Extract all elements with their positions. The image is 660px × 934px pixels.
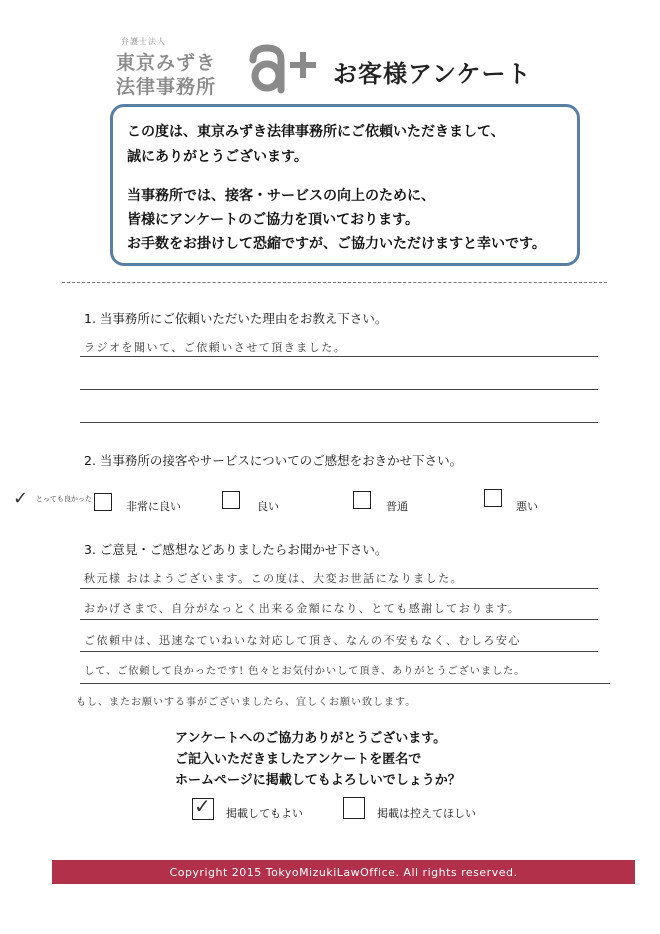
q1-answer: ラジオを聞いて、ご依頼いさせて頂きました。 — [84, 341, 347, 354]
q2-option-very-good-checkbox[interactable] — [94, 493, 112, 511]
q3-answer-line — [80, 683, 610, 684]
q1-answer-line — [80, 356, 598, 357]
org-name-line2: 法律事務所 — [116, 76, 217, 98]
q3-answer-line-1: 秋元様 おはようございます。この度は、大変お世話になりました。 — [84, 572, 464, 585]
closing-line-3: ホームページに掲載してもよろしいでしょうか？ — [175, 773, 461, 788]
q2-option-bad-checkbox[interactable] — [484, 489, 502, 507]
q2-option-bad-label: 悪い — [516, 500, 538, 513]
handwritten-check-icon: ✓ — [13, 488, 29, 509]
section-divider — [62, 282, 607, 283]
intro-line-2: 誠にありがとうございます。 — [127, 149, 308, 165]
publish-ng-label: 掲載は控えてほしい — [377, 807, 476, 820]
q3-answer-line-4: して、ご依頼して良かったです! 色々とお気付かいして頂き、ありがとうございました。 — [84, 665, 526, 677]
q2-option-normal-label: 普通 — [386, 500, 408, 513]
q3-label: 3. ご意見・ご感想などありましたらお聞かせ下さい。 — [84, 542, 388, 557]
q3-answer-line-2: おかげさまで、自分がなっとく出来る金額になり、とても感謝しております。 — [84, 602, 521, 615]
org-type-label: 弁護士法人 — [121, 37, 166, 46]
survey-title: お客様アンケート — [333, 60, 532, 88]
q2-option-very-good-label: 非常に良い — [126, 500, 181, 513]
closing-line-2: ご記入いただきましたアンケートを匿名で — [175, 752, 422, 767]
q1-answer-line — [80, 422, 598, 423]
intro-line-4: 皆様にアンケートのご協力を頂いております。 — [127, 212, 420, 228]
intro-line-5: お手数をお掛けして恐縮ですが、ご協力いただけますと幸いです。 — [127, 236, 546, 252]
q3-answer-line-3: ご依頼中は、迅速なていねいな対応して頂き、なんの不安もなく、むしろ安心 — [84, 634, 521, 647]
q2-label: 2. 当事務所の接客やサービスについてのご感想をおきかせ下さい。 — [84, 453, 463, 468]
intro-line-1: この度は、東京みずき法律事務所にご依頼いただきまして、 — [127, 124, 505, 140]
q1-label: 1. 当事務所にご依頼いただいた理由をお教え下さい。 — [84, 311, 388, 326]
publish-ok-label: 掲載してもよい — [226, 807, 303, 820]
q3-answer-line — [80, 651, 598, 652]
publish-ng-checkbox[interactable] — [343, 797, 365, 819]
intro-line-3: 当事務所では、接客・サービスの向上のために、 — [127, 188, 435, 204]
q2-option-good-label: 良い — [257, 500, 279, 513]
q2-option-normal-checkbox[interactable] — [353, 491, 371, 509]
q2-option-good-checkbox[interactable] — [222, 491, 240, 509]
q1-answer-line — [80, 389, 598, 390]
copyright-footer: Copyright 2015 TokyoMizukiLawOffice. All rights reserved. — [52, 860, 635, 884]
checkmark-icon: ✓ — [194, 794, 211, 818]
q3-answer-line-5: もし、またお願いする事がございましたら、宜しくお願い致します。 — [76, 697, 417, 708]
q3-answer-line — [80, 588, 598, 589]
q2-handwritten-note: とっても良かった — [36, 495, 92, 503]
logo-a-plus-icon — [245, 38, 325, 98]
q3-answer-line — [80, 619, 598, 620]
closing-line-1: アンケートへのご協力ありがとうございます。 — [175, 731, 447, 746]
org-name-line1: 東京みずき — [116, 52, 217, 74]
